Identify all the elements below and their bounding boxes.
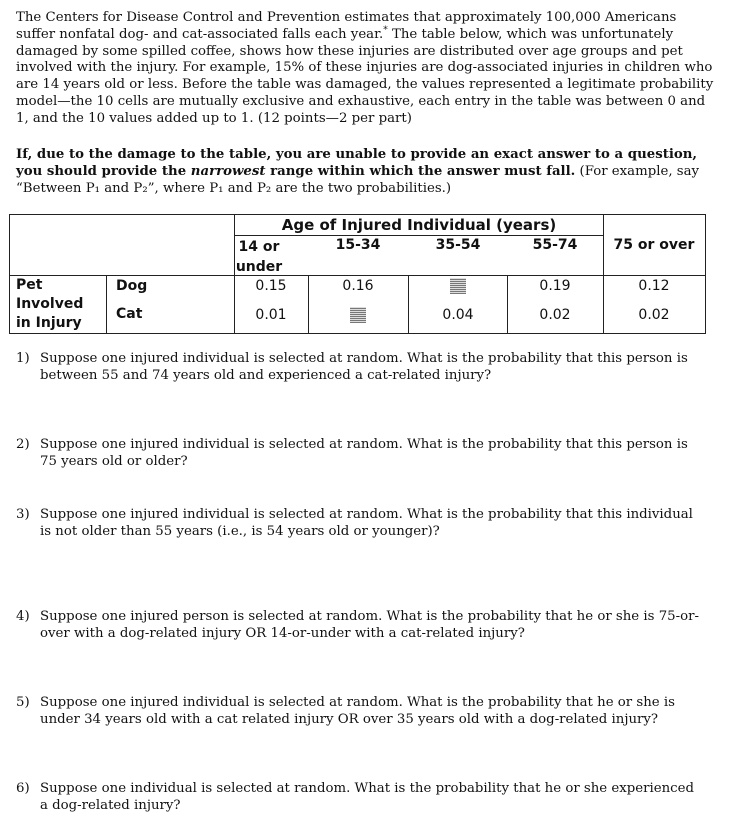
row-header-line: in Injury xyxy=(16,315,82,331)
cell-cat-75-or-over: 0.02 xyxy=(638,307,670,323)
coffee-stain xyxy=(450,278,466,294)
cell-dog-55-74: 0.19 xyxy=(539,278,571,294)
cell-cat-14-or-under: 0.01 xyxy=(255,307,287,323)
cell-dog-14-or-under: 0.15 xyxy=(255,278,287,294)
table-divider xyxy=(10,275,705,276)
question-2 xyxy=(16,437,706,471)
instructions-normal: (For example, say “Between P₁ and P₂”, where P₁ and P₂ are the two probabilities.) xyxy=(16,163,700,196)
row-header-line: Involved xyxy=(16,296,84,312)
col-header-35-54: 35-54 xyxy=(435,237,481,253)
instructions-paragraph xyxy=(16,147,716,197)
col-header-14-or-under: 14 or under xyxy=(235,239,283,275)
question-text: Suppose one injured individual is selected at random. What is the probability that this individual is not older than 55 years (i.e., is 54 years old or younger)? xyxy=(40,507,693,539)
question-4 xyxy=(16,609,706,643)
table-divider xyxy=(106,275,107,333)
probability-table xyxy=(9,214,706,334)
question-text: Suppose one individual is selected at random. What is the probability that he or she experienced a dog-related injury? xyxy=(40,781,695,813)
col-header-15-34: 15-34 xyxy=(335,237,381,253)
row-header-line: Pet xyxy=(16,277,43,293)
intro-text-2: The table below, which was unfortunately damaged by some spilled coffee, shows how these injuries are distributed over age groups and pet involved with the injury. For example, 15% of these injuries are dog-associated injuries in children who are 14 years old or less. Before the table was damaged, the values represented a legitimate probability model—the 10 cells are mutually exclusive and exhaustive, each entry in the table was between 0 and 1, and the 10 values added up to 1. (12 points—2 per part) xyxy=(16,26,714,126)
question-text: Suppose one injured person is selected at random. What is the probability that he or she is 75-or-over with a dog-related injury OR 14-or-under with a cat-related injury? xyxy=(40,609,699,641)
question-text: Suppose one injured individual is selected at random. What is the probability that this person is between 55 and 74 years old and experienced a cat-related injury? xyxy=(40,351,688,383)
coffee-stain xyxy=(350,307,366,323)
row-header-pet-involved xyxy=(16,276,106,333)
row-label-dog: Dog xyxy=(116,278,148,294)
age-group-header: Age of Injured Individual (years) xyxy=(234,217,604,236)
footnote-mark: * xyxy=(383,25,388,36)
question-number: 3) xyxy=(16,507,30,522)
question-number: 4) xyxy=(16,609,30,624)
question-5 xyxy=(16,695,706,729)
intro-text: The Centers for Disease Control and Prevention estimates that approximately 100,000 Americans suffer nonfatal dog- and cat-associated falls each year. xyxy=(16,10,677,42)
question-1 xyxy=(16,351,706,385)
instructions-bold-2: range within which the answer must fall. xyxy=(265,163,576,179)
instructions-emphasis: narrowest xyxy=(190,163,266,179)
table-divider xyxy=(408,275,409,333)
instructions-bold-1: If, due to the damage to the table, you are unable to provide an exact answer to a question, you should provide the xyxy=(16,147,698,179)
question-number: 1) xyxy=(16,351,30,366)
intro-paragraph xyxy=(16,10,716,128)
question-number: 2) xyxy=(16,437,30,452)
cell-dog-15-34: 0.16 xyxy=(342,278,374,294)
question-3 xyxy=(16,507,706,541)
question-6 xyxy=(16,781,706,815)
col-header-55-74: 55-74 xyxy=(532,237,578,253)
cell-dog-75-or-over: 0.12 xyxy=(638,278,670,294)
question-text: Suppose one injured individual is selected at random. What is the probability that this person is 75 years old or older? xyxy=(40,437,688,469)
col-header-75-or-over: 75 or over xyxy=(613,237,695,253)
question-number: 6) xyxy=(16,781,30,796)
cell-cat-55-74: 0.02 xyxy=(539,307,571,323)
cell-cat-35-54: 0.04 xyxy=(442,307,474,323)
row-label-cat: Cat xyxy=(116,306,143,322)
question-text: Suppose one injured individual is selected at random. What is the probability that he or she is under 34 years old with a cat related injury OR over 35 years old with a dog-related injury? xyxy=(40,695,675,727)
question-number: 5) xyxy=(16,695,30,710)
